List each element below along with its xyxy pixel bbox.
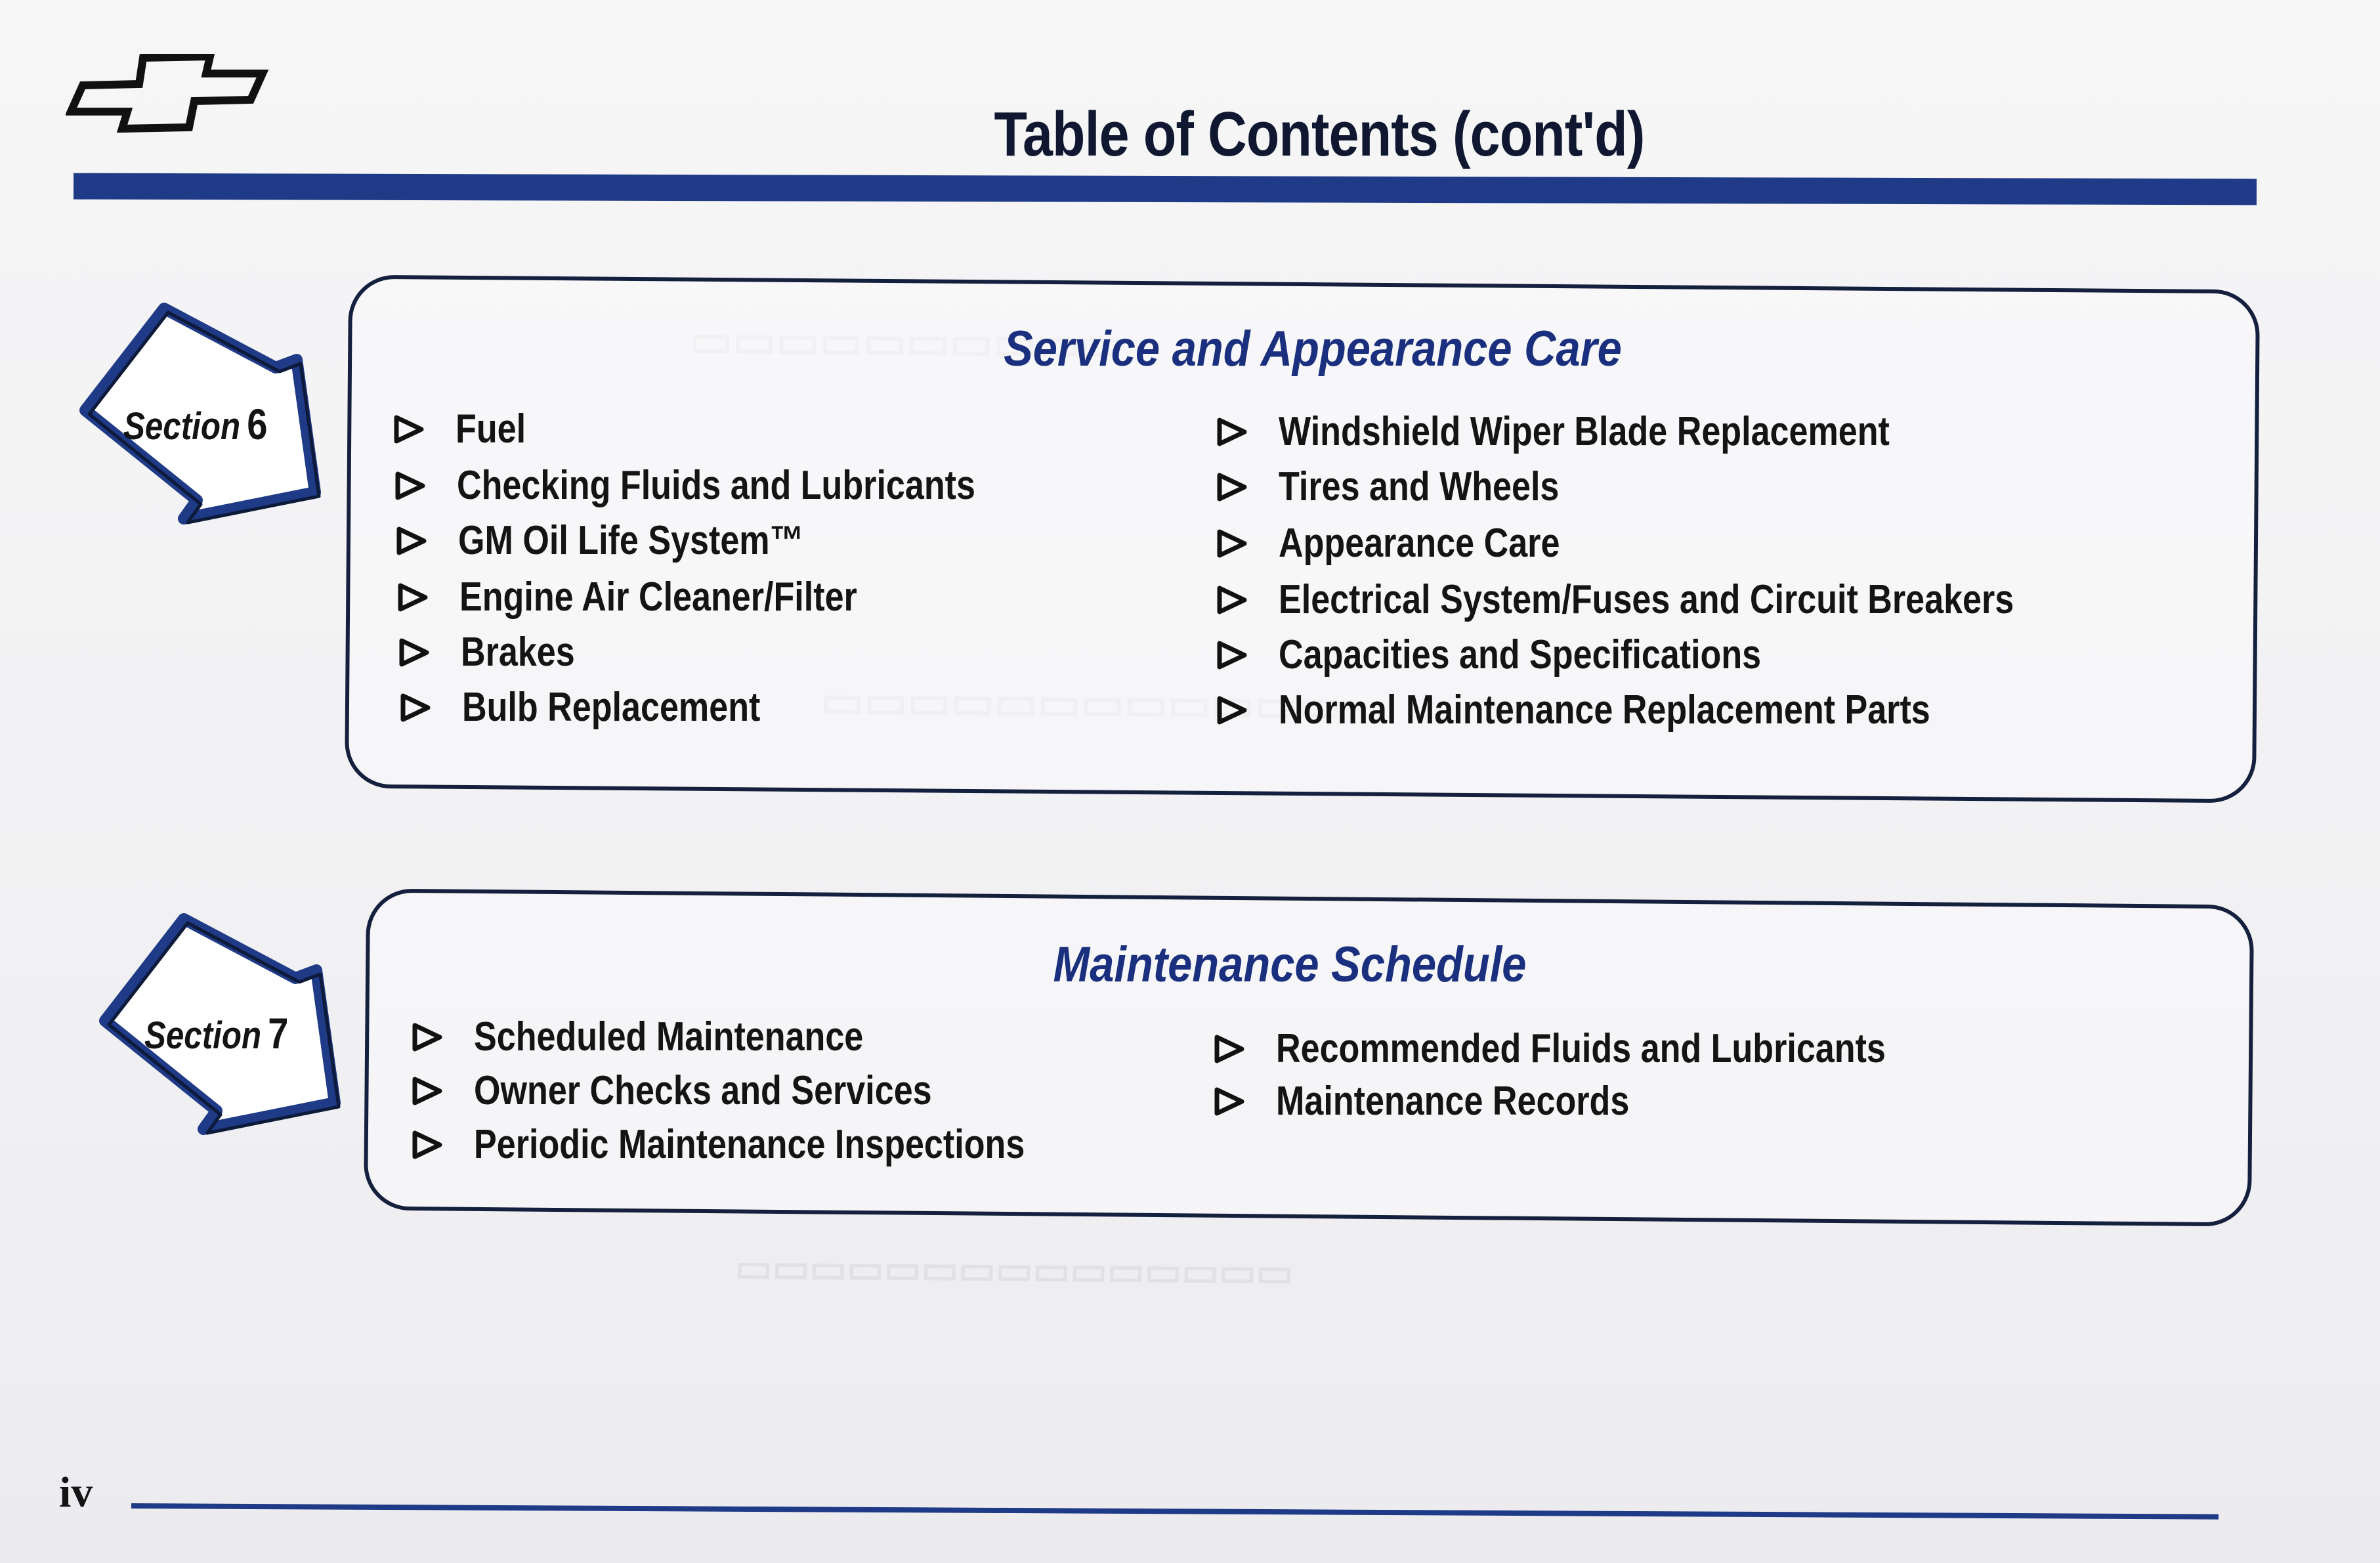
- toc-item-label: Checking Fluids and Lubricants: [457, 463, 975, 508]
- triangle-bullet-icon: [411, 1130, 444, 1160]
- triangle-bullet-icon: [1216, 640, 1248, 670]
- toc-item[interactable]: [398, 629, 597, 675]
- triangle-bullet-icon: [1213, 1034, 1246, 1064]
- triangle-bullet-icon: [396, 582, 429, 612]
- triangle-bullet-icon: [1216, 417, 1248, 447]
- toc-item-label: Periodic Maintenance Inspections: [474, 1122, 1025, 1167]
- section-word: Section: [144, 1014, 262, 1057]
- section-7-badge: [92, 906, 354, 1142]
- section-6-heading: Service and Appearance Care: [1004, 321, 1622, 377]
- toc-item-label: Tires and Wheels: [1279, 464, 1560, 509]
- toc-item-label: Electrical System/Fuses and Circuit Breakers: [1279, 577, 2014, 622]
- section-6-label: [123, 399, 267, 449]
- toc-item-label: Windshield Wiper Blade Replacement: [1279, 409, 1890, 454]
- triangle-bullet-icon: [1213, 1086, 1246, 1117]
- triangle-bullet-icon: [394, 471, 427, 501]
- section-number: 6: [247, 400, 268, 448]
- toc-item-label: Capacities and Specifications: [1279, 632, 1762, 677]
- toc-item-label: Recommended Fluids and Lubricants: [1276, 1026, 1886, 1071]
- toc-item-label: Engine Air Cleaner/Filter: [459, 574, 857, 620]
- toc-item-label: Scheduled Maintenance: [474, 1014, 864, 1060]
- triangle-bullet-icon: [395, 526, 428, 556]
- triangle-bullet-icon: [393, 414, 425, 444]
- triangle-bullet-icon: [399, 693, 432, 723]
- toc-item[interactable]: [394, 462, 1074, 509]
- toc-item[interactable]: [1216, 520, 1613, 567]
- toc-item-label: Fuel: [456, 406, 526, 452]
- toc-item[interactable]: [1216, 408, 2006, 455]
- triangle-bullet-icon: [1216, 472, 1248, 502]
- bowtie-logo-icon: [66, 54, 269, 133]
- show-through-decoration: ▭▭▭▭▭▭▭▭▭▭▭▭▭▭▭: [734, 1245, 1294, 1295]
- toc-item-label: Brakes: [461, 630, 575, 675]
- toc-item[interactable]: [399, 684, 817, 731]
- toc-item[interactable]: [1213, 1078, 1697, 1124]
- bottom-rule: [131, 1503, 2219, 1520]
- triangle-bullet-icon: [1216, 528, 1248, 559]
- page-number: iv: [59, 1468, 93, 1516]
- toc-item[interactable]: [1216, 576, 2154, 623]
- toc-item[interactable]: [1216, 463, 1613, 510]
- title-rule: [74, 173, 2257, 205]
- toc-item-label: Normal Maintenance Replacement Parts: [1279, 687, 1930, 733]
- toc-item-label: GM Oil Life System™: [458, 518, 804, 563]
- toc-item[interactable]: [393, 406, 539, 452]
- toc-item[interactable]: [1216, 632, 1853, 678]
- section-7-heading: Maintenance Schedule: [1053, 937, 1527, 993]
- toc-item[interactable]: [395, 517, 870, 564]
- section-7-label: [144, 1008, 288, 1058]
- toc-item[interactable]: [396, 574, 933, 620]
- section-number: 7: [268, 1009, 289, 1058]
- triangle-bullet-icon: [1216, 585, 1248, 615]
- toc-item[interactable]: [1213, 1025, 2002, 1072]
- toc-item-label: Owner Checks and Services: [474, 1068, 932, 1113]
- toc-item[interactable]: [411, 1014, 937, 1060]
- toc-item-label: Bulb Replacement: [462, 685, 761, 730]
- toc-item[interactable]: [411, 1121, 1130, 1168]
- page-title: Table of Contents (cont'd): [994, 99, 1645, 169]
- triangle-bullet-icon: [1216, 695, 1248, 725]
- toc-item[interactable]: [411, 1067, 1019, 1114]
- section-6-badge: [72, 295, 335, 532]
- triangle-bullet-icon: [398, 637, 431, 668]
- triangle-bullet-icon: [411, 1076, 444, 1106]
- toc-item-label: Maintenance Records: [1276, 1079, 1630, 1124]
- section-word: Section: [123, 405, 241, 448]
- triangle-bullet-icon: [411, 1022, 444, 1052]
- toc-item-label: Appearance Care: [1279, 521, 1560, 566]
- toc-item[interactable]: [1216, 687, 2054, 733]
